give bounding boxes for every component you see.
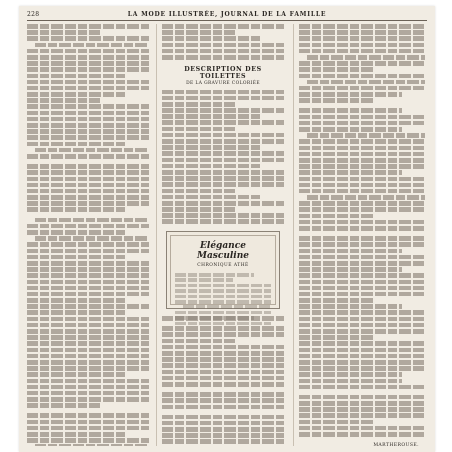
text-line [27, 341, 149, 346]
text-line [27, 335, 149, 340]
text-line [162, 316, 284, 321]
text-line [299, 249, 402, 254]
text-line [162, 43, 284, 48]
text-line [27, 403, 100, 408]
text-line [299, 158, 425, 163]
text-line [27, 413, 149, 418]
text-line [307, 80, 425, 85]
text-line [162, 363, 284, 368]
text-line [307, 195, 425, 200]
text-line [162, 213, 284, 218]
text-line [162, 102, 235, 107]
text-line [299, 98, 375, 103]
inset-title: Elégance Masculine [197, 241, 249, 262]
journal-title: LA MODE ILLUSTRÉE, JOURNAL DE LA FAMILLE [127, 10, 327, 18]
text-line [27, 323, 149, 328]
author-signature: MARTHEROUSE. [373, 442, 419, 446]
text-line [162, 133, 284, 138]
text-line [299, 348, 425, 353]
text-line [27, 261, 149, 266]
text-line [27, 164, 149, 169]
inset-box [166, 231, 280, 309]
text-line [27, 207, 127, 212]
text-line [299, 30, 425, 35]
text-line [162, 30, 235, 35]
text-line [162, 151, 284, 156]
text-line [162, 145, 262, 150]
text-column-2 [162, 24, 284, 446]
text-line [27, 273, 149, 278]
text-line [299, 366, 425, 371]
text-line [27, 135, 149, 140]
text-line [27, 201, 149, 206]
text-line [299, 115, 425, 120]
text-line [162, 207, 235, 212]
text-line [299, 74, 425, 79]
text-line [162, 170, 284, 175]
text-line [27, 36, 149, 41]
text-line [27, 397, 149, 402]
text-line [27, 177, 149, 182]
text-line [27, 104, 149, 109]
text-line [162, 370, 284, 375]
text-line [27, 385, 149, 390]
text-line [299, 261, 425, 266]
text-line [27, 391, 149, 396]
text-line [175, 289, 271, 293]
text-line [27, 49, 149, 54]
text-line [299, 49, 425, 54]
text-line [299, 379, 402, 384]
text-line [27, 354, 149, 359]
column-divider [156, 24, 157, 446]
text-line [35, 444, 149, 446]
text-line [27, 304, 149, 309]
text-line [299, 146, 425, 151]
text-line [162, 382, 284, 387]
text-line [35, 43, 149, 48]
text-line [299, 372, 402, 377]
text-line [175, 322, 271, 326]
text-line [27, 61, 149, 66]
text-line [162, 36, 262, 41]
text-line [162, 55, 284, 60]
text-line [299, 317, 425, 322]
text-line [27, 30, 100, 35]
text-line [162, 158, 284, 163]
text-line [299, 108, 402, 113]
text-line [27, 154, 149, 159]
text-line [162, 421, 284, 426]
text-line [162, 326, 284, 331]
text-line [299, 170, 402, 175]
text-line [307, 133, 425, 138]
text-line [299, 273, 425, 278]
text-line [162, 195, 262, 200]
text-line [27, 123, 149, 128]
section-title: DESCRIPTION DES TOILETTES [184, 65, 262, 80]
section-subtitle: DE LA GRAVURE COLORIÉE [186, 80, 260, 86]
text-line [299, 286, 425, 291]
text-line [27, 432, 127, 437]
text-line [27, 280, 149, 285]
text-line [175, 278, 233, 282]
text-line [27, 170, 149, 175]
header-rule [27, 20, 427, 21]
text-line [35, 236, 149, 241]
text-line [299, 354, 425, 359]
text-line [35, 148, 149, 153]
text-line [299, 360, 425, 365]
text-line [299, 310, 425, 315]
text-line [27, 267, 149, 272]
text-line [299, 298, 375, 303]
text-line [27, 80, 149, 85]
running-head [27, 9, 427, 19]
text-line [162, 90, 284, 95]
text-line [27, 183, 149, 188]
text-line [27, 24, 149, 29]
text-line [299, 420, 375, 425]
text-line [27, 292, 149, 297]
text-line [27, 74, 127, 79]
text-line [27, 195, 149, 200]
text-line [299, 385, 425, 390]
text-line [162, 439, 284, 444]
text-line [299, 86, 425, 91]
text-line [162, 201, 284, 206]
text-line [162, 351, 284, 356]
text-column-3 [299, 24, 425, 446]
text-line [27, 86, 149, 91]
text-line [162, 24, 284, 29]
text-line [175, 300, 271, 304]
text-line [27, 142, 127, 147]
text-line [299, 413, 425, 418]
text-line [299, 292, 425, 297]
text-line [27, 420, 149, 425]
text-line [27, 92, 127, 97]
newspaper-page [19, 6, 435, 452]
text-line [299, 201, 425, 206]
text-line [299, 214, 375, 219]
text-line [162, 164, 262, 169]
text-line [162, 398, 284, 403]
text-line [162, 176, 284, 181]
text-line [299, 395, 425, 400]
text-line [299, 226, 425, 231]
column-divider [293, 24, 294, 446]
text-line [175, 284, 271, 288]
text-line [27, 111, 149, 116]
text-line [27, 372, 127, 377]
text-line [27, 224, 149, 229]
text-line [299, 267, 402, 272]
text-line [162, 345, 284, 350]
text-line [162, 332, 284, 337]
text-line [299, 164, 425, 169]
text-line [175, 273, 254, 277]
text-line [27, 242, 149, 247]
text-line [27, 438, 149, 443]
text-line [299, 407, 425, 412]
text-line [27, 55, 149, 60]
text-line [162, 219, 284, 224]
text-line [162, 405, 284, 410]
text-line [27, 426, 149, 431]
text-line [27, 317, 149, 322]
text-line [299, 432, 425, 437]
text-line [299, 242, 425, 247]
text-line [27, 129, 149, 134]
text-line [299, 67, 375, 72]
text-line [299, 183, 425, 188]
text-line [299, 329, 425, 334]
text-line [299, 139, 425, 144]
text-line [299, 304, 402, 309]
text-line [175, 295, 271, 299]
text-line [299, 177, 425, 182]
text-line [162, 339, 235, 344]
text-line [162, 427, 284, 432]
text-line [27, 329, 149, 334]
text-line [162, 127, 235, 132]
text-line [162, 433, 284, 438]
text-line [299, 92, 402, 97]
inset-subtitle: CHRONIQUE ATHÉ [197, 263, 249, 269]
text-line [299, 43, 425, 48]
text-line [162, 189, 235, 194]
text-line [299, 24, 425, 29]
text-line [183, 305, 271, 309]
text-line [162, 49, 284, 54]
text-line [27, 117, 149, 122]
text-line [162, 415, 284, 420]
text-line [299, 335, 375, 340]
text-line [27, 67, 149, 72]
text-line [27, 230, 127, 235]
text-line [299, 61, 425, 66]
text-line [299, 255, 425, 260]
text-line [299, 426, 425, 431]
text-line [27, 249, 149, 254]
text-line [27, 348, 149, 353]
text-line [175, 311, 271, 315]
text-line [299, 401, 425, 406]
text-line [299, 152, 425, 157]
text-line [299, 323, 425, 328]
text-line [162, 120, 284, 125]
text-line [162, 182, 284, 187]
text-line [307, 55, 425, 60]
text-line [35, 218, 149, 223]
text-line [162, 376, 284, 381]
text-line [162, 108, 284, 113]
text-line [27, 310, 127, 315]
text-line [27, 189, 149, 194]
text-line [27, 360, 149, 365]
text-line [299, 236, 425, 241]
text-line [27, 298, 127, 303]
text-line [299, 207, 425, 212]
text-column-1 [27, 24, 149, 446]
text-line [27, 255, 127, 260]
text-line [299, 121, 425, 126]
text-line [162, 357, 284, 362]
text-line [299, 189, 425, 194]
text-line [162, 139, 284, 144]
text-line [299, 36, 425, 41]
text-line [162, 96, 284, 101]
text-line [299, 220, 425, 225]
text-line [299, 280, 425, 285]
text-line [162, 114, 262, 119]
text-line [162, 392, 284, 397]
text-line [27, 366, 149, 371]
text-line [299, 341, 425, 346]
text-line [27, 286, 149, 291]
text-line [27, 379, 149, 384]
page-number: 228 [27, 10, 40, 18]
text-line [27, 98, 100, 103]
text-line [299, 127, 402, 132]
